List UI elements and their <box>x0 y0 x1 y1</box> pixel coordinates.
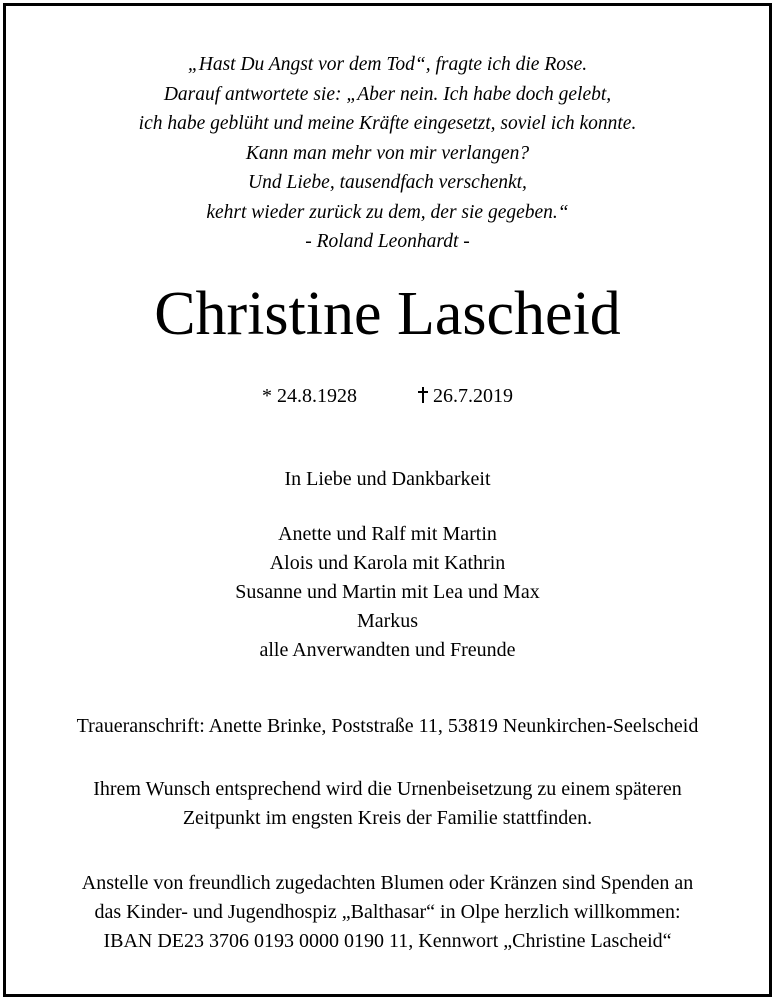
poem-line: „Hast Du Angst vor dem Tod“, fragte ich die Rose. <box>187 54 588 75</box>
poem-author: - Roland Leonhardt - <box>305 231 470 252</box>
poem-line: ich habe geblüht und meine Kräfte eingesetzt, soviel ich konnte. <box>138 113 637 134</box>
mourner-item: Susanne und Martin mit Lea und Max <box>235 581 540 603</box>
gratitude-line: In Liebe und Dankbarkeit <box>284 468 491 490</box>
mourner-item: Markus <box>356 610 419 632</box>
poem-line: Kann man mehr von mir verlangen? <box>245 142 530 164</box>
mourners-list <box>0 520 775 665</box>
burial-notice-line: Ihrem Wunsch entsprechend wird die Urnenbeisetzung zu einem späteren <box>93 778 682 800</box>
donation-notice-line: IBAN DE23 3706 0193 0000 0190 11, Kennwort „Christine Lascheid“ <box>103 930 672 952</box>
poem-line: Darauf antwortete sie: „Aber nein. Ich habe doch gelebt, <box>163 83 612 105</box>
donation-notice-line: Anstelle von freundlich zugedachten Blumen oder Kränzen sind Spenden an <box>81 872 694 894</box>
mourner-item: alle Anverwandten und Freunde <box>259 639 516 661</box>
birth-date: * 24.8.1928 <box>262 385 357 407</box>
cross-icon <box>418 387 428 403</box>
burial-notice <box>0 775 775 833</box>
mourning-address: Traueranschrift: Anette Brinke, Poststraße 11, 53819 Neunkirchen-Seelscheid <box>76 715 699 737</box>
mourner-item: Anette und Ralf mit Martin <box>278 523 497 545</box>
poem-line: Und Liebe, tausendfach verschenkt, <box>248 172 527 193</box>
life-dates <box>0 382 775 410</box>
burial-notice-line: Zeitpunkt im engsten Kreis der Familie stattfinden. <box>182 807 593 829</box>
donation-notice <box>0 869 775 956</box>
death-date: 26.7.2019 <box>433 385 513 407</box>
poem-quote <box>0 50 775 257</box>
poem-line: kehrt wieder zurück zu dem, der sie gegeben.“ <box>206 201 569 223</box>
deceased-name: Christine Lascheid <box>154 280 621 348</box>
donation-notice-line: das Kinder- und Jugendhospiz „Balthasar“ in Olpe herzlich willkommen: <box>94 901 681 923</box>
death-date-group <box>418 382 513 410</box>
mourner-item: Alois und Karola mit Kathrin <box>269 552 506 574</box>
